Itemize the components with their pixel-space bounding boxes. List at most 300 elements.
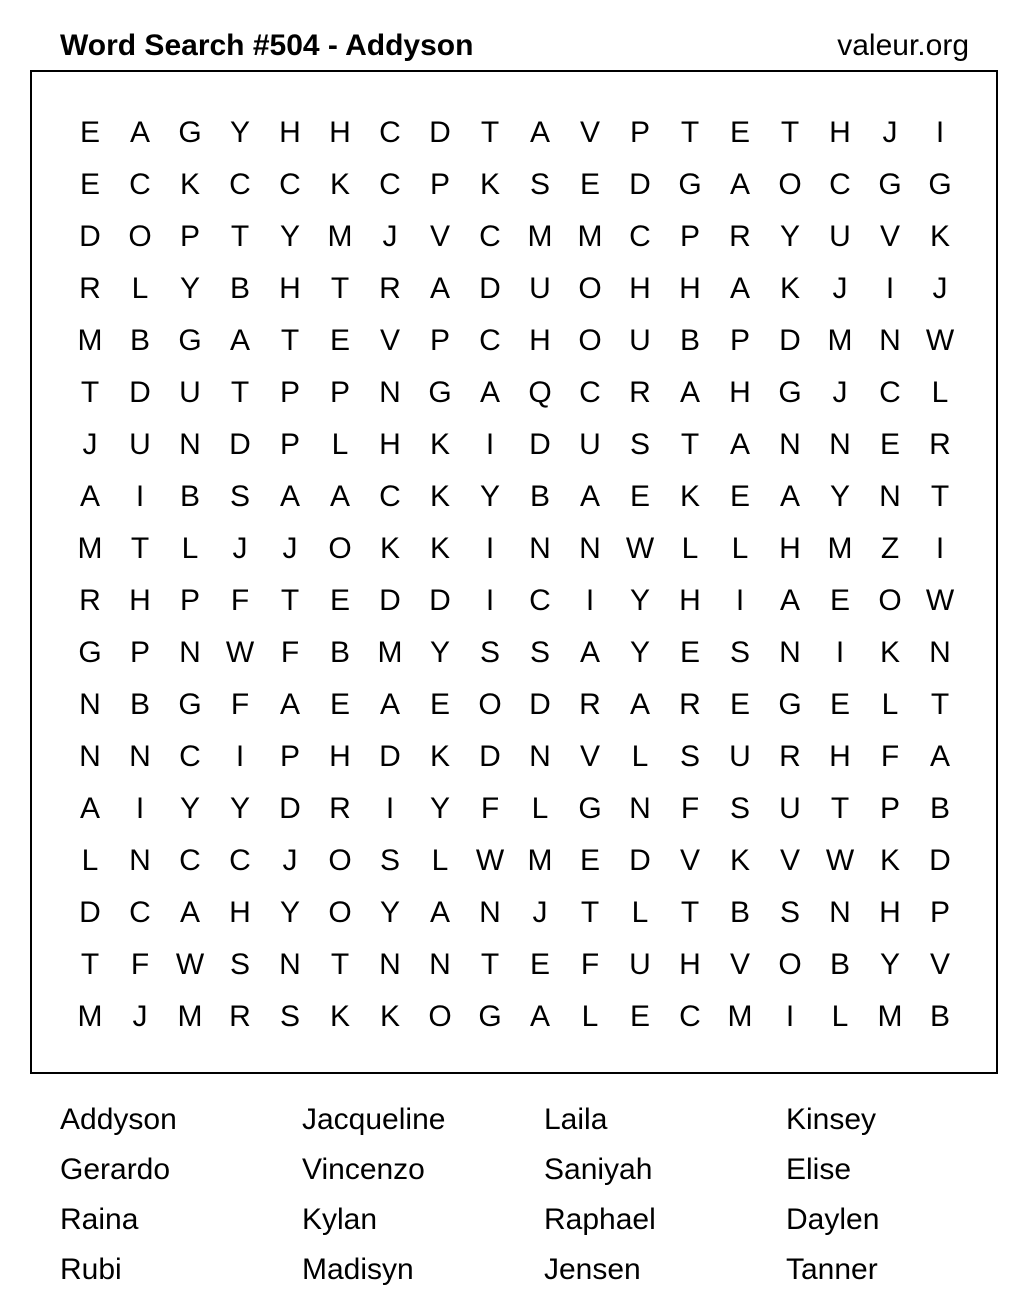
letter-cell[interactable]: L: [131, 272, 149, 305]
letter-cell[interactable]: T: [80, 376, 100, 409]
letter-cell[interactable]: A: [279, 688, 300, 721]
letter-cell[interactable]: H: [229, 896, 251, 929]
letter-cell[interactable]: P: [279, 740, 300, 773]
letter-cell[interactable]: A: [779, 584, 800, 617]
letter-cell[interactable]: T: [230, 220, 250, 253]
letter-cell[interactable]: N: [429, 948, 451, 981]
letter-cell[interactable]: E: [679, 636, 700, 669]
letter-cell[interactable]: R: [329, 792, 351, 825]
letter-cell[interactable]: C: [379, 480, 401, 513]
letter-cell[interactable]: K: [179, 168, 200, 201]
letter-cell[interactable]: J: [132, 1000, 148, 1033]
letter-cell[interactable]: M: [577, 220, 603, 253]
letter-cell[interactable]: H: [729, 376, 751, 409]
letter-cell[interactable]: M: [77, 532, 103, 565]
letter-cell[interactable]: G: [78, 636, 102, 669]
letter-cell[interactable]: I: [735, 584, 745, 617]
letter-cell[interactable]: A: [479, 376, 500, 409]
letter-cell[interactable]: I: [785, 1000, 795, 1033]
letter-cell[interactable]: J: [932, 272, 948, 305]
letter-cell[interactable]: T: [930, 688, 950, 721]
letter-cell[interactable]: S: [779, 896, 800, 929]
letter-cell[interactable]: J: [82, 428, 98, 461]
letter-cell[interactable]: R: [79, 272, 101, 305]
letter-cell[interactable]: K: [429, 532, 450, 565]
letter-cell[interactable]: L: [731, 532, 749, 565]
letter-cell[interactable]: N: [479, 896, 501, 929]
letter-cell[interactable]: J: [532, 896, 548, 929]
letter-cell[interactable]: K: [429, 740, 450, 773]
letter-cell[interactable]: C: [179, 844, 201, 877]
letter-cell[interactable]: T: [80, 948, 100, 981]
letter-cell[interactable]: Y: [429, 792, 450, 825]
letter-cell[interactable]: D: [429, 584, 451, 617]
letter-cell[interactable]: K: [379, 1000, 400, 1033]
letter-cell[interactable]: E: [729, 480, 750, 513]
letter-cell[interactable]: M: [527, 220, 553, 253]
letter-cell[interactable]: E: [579, 844, 600, 877]
letter-cell[interactable]: F: [680, 792, 700, 825]
letter-cell[interactable]: L: [431, 844, 449, 877]
letter-cell[interactable]: S: [379, 844, 400, 877]
letter-cell[interactable]: U: [179, 376, 201, 409]
letter-cell[interactable]: E: [729, 688, 750, 721]
letter-cell[interactable]: Y: [429, 636, 450, 669]
letter-cell[interactable]: Y: [179, 272, 200, 305]
letter-cell[interactable]: A: [729, 168, 750, 201]
letter-cell[interactable]: O: [128, 220, 152, 253]
letter-cell[interactable]: V: [729, 948, 750, 981]
letter-cell[interactable]: H: [679, 584, 701, 617]
letter-cell[interactable]: O: [778, 168, 802, 201]
letter-cell[interactable]: T: [680, 428, 700, 461]
letter-cell[interactable]: V: [379, 324, 400, 357]
letter-cell[interactable]: P: [279, 428, 300, 461]
letter-cell[interactable]: I: [235, 740, 245, 773]
letter-cell[interactable]: E: [829, 688, 850, 721]
letter-cell[interactable]: C: [379, 116, 401, 149]
letter-cell[interactable]: H: [279, 272, 301, 305]
letter-cell[interactable]: H: [779, 532, 801, 565]
letter-cell[interactable]: N: [529, 740, 551, 773]
letter-cell[interactable]: Y: [279, 220, 300, 253]
letter-cell[interactable]: D: [429, 116, 451, 149]
letter-cell[interactable]: C: [229, 168, 251, 201]
letter-cell[interactable]: A: [579, 636, 600, 669]
letter-cell[interactable]: U: [629, 948, 651, 981]
letter-cell[interactable]: U: [579, 428, 601, 461]
letter-cell[interactable]: Y: [279, 896, 300, 929]
letter-cell[interactable]: Y: [179, 792, 200, 825]
letter-cell[interactable]: S: [479, 636, 500, 669]
letter-cell[interactable]: R: [729, 220, 751, 253]
letter-cell[interactable]: H: [679, 272, 701, 305]
letter-cell[interactable]: T: [580, 896, 600, 929]
letter-cell[interactable]: Y: [629, 636, 650, 669]
letter-cell[interactable]: M: [827, 324, 853, 357]
letter-cell[interactable]: D: [629, 844, 651, 877]
letter-cell[interactable]: C: [129, 168, 151, 201]
letter-cell[interactable]: T: [130, 532, 150, 565]
letter-cell[interactable]: P: [179, 220, 200, 253]
letter-cell[interactable]: B: [929, 792, 950, 825]
letter-cell[interactable]: E: [829, 584, 850, 617]
letter-cell[interactable]: F: [230, 584, 250, 617]
letter-cell[interactable]: A: [179, 896, 200, 929]
letter-cell[interactable]: C: [129, 896, 151, 929]
letter-cell[interactable]: B: [329, 636, 350, 669]
letter-cell[interactable]: T: [830, 792, 850, 825]
letter-cell[interactable]: Y: [829, 480, 850, 513]
letter-cell[interactable]: W: [625, 532, 655, 565]
letter-cell[interactable]: Z: [880, 532, 900, 565]
letter-cell[interactable]: O: [428, 1000, 452, 1033]
letter-cell[interactable]: P: [329, 376, 350, 409]
letter-cell[interactable]: N: [179, 636, 201, 669]
letter-cell[interactable]: S: [229, 948, 250, 981]
letter-cell[interactable]: W: [825, 844, 855, 877]
letter-cell[interactable]: D: [529, 688, 551, 721]
letter-cell[interactable]: T: [680, 116, 700, 149]
letter-cell[interactable]: I: [835, 636, 845, 669]
letter-cell[interactable]: U: [829, 220, 851, 253]
letter-cell[interactable]: O: [328, 896, 352, 929]
letter-cell[interactable]: O: [778, 948, 802, 981]
letter-cell[interactable]: H: [829, 116, 851, 149]
letter-cell[interactable]: O: [328, 532, 352, 565]
letter-cell[interactable]: A: [279, 480, 300, 513]
letter-cell[interactable]: T: [330, 272, 350, 305]
letter-cell[interactable]: J: [832, 376, 848, 409]
letter-cell[interactable]: E: [729, 116, 750, 149]
letter-cell[interactable]: J: [882, 116, 898, 149]
letter-cell[interactable]: M: [77, 324, 103, 357]
letter-cell[interactable]: Y: [229, 792, 250, 825]
letter-cell[interactable]: K: [929, 220, 950, 253]
letter-cell[interactable]: F: [580, 948, 600, 981]
letter-cell[interactable]: I: [135, 792, 145, 825]
letter-cell[interactable]: C: [279, 168, 301, 201]
letter-cell[interactable]: E: [879, 428, 900, 461]
letter-cell[interactable]: D: [379, 740, 401, 773]
letter-cell[interactable]: V: [579, 740, 600, 773]
letter-cell[interactable]: S: [729, 792, 750, 825]
letter-cell[interactable]: G: [778, 376, 802, 409]
letter-cell[interactable]: N: [829, 428, 851, 461]
letter-cell[interactable]: Y: [379, 896, 400, 929]
letter-cell[interactable]: A: [529, 1000, 550, 1033]
letter-cell[interactable]: A: [229, 324, 250, 357]
letter-cell[interactable]: T: [780, 116, 800, 149]
letter-cell[interactable]: R: [629, 376, 651, 409]
letter-cell[interactable]: H: [829, 740, 851, 773]
letter-cell[interactable]: L: [831, 1000, 849, 1033]
letter-cell[interactable]: S: [279, 1000, 300, 1033]
letter-cell[interactable]: W: [475, 844, 505, 877]
letter-cell[interactable]: L: [681, 532, 699, 565]
letter-cell[interactable]: N: [579, 532, 601, 565]
letter-cell[interactable]: A: [429, 272, 450, 305]
letter-cell[interactable]: M: [327, 220, 353, 253]
letter-cell[interactable]: P: [179, 584, 200, 617]
letter-cell[interactable]: G: [678, 168, 702, 201]
letter-cell[interactable]: A: [129, 116, 150, 149]
letter-cell[interactable]: C: [629, 220, 651, 253]
letter-cell[interactable]: G: [178, 324, 202, 357]
letter-cell[interactable]: D: [479, 272, 501, 305]
letter-cell[interactable]: N: [379, 948, 401, 981]
letter-cell[interactable]: I: [585, 584, 595, 617]
letter-cell[interactable]: T: [930, 480, 950, 513]
letter-cell[interactable]: O: [578, 324, 602, 357]
letter-cell[interactable]: B: [729, 896, 750, 929]
letter-cell[interactable]: J: [832, 272, 848, 305]
letter-cell[interactable]: H: [379, 428, 401, 461]
letter-cell[interactable]: N: [529, 532, 551, 565]
letter-cell[interactable]: A: [79, 480, 100, 513]
letter-cell[interactable]: G: [178, 116, 202, 149]
letter-cell[interactable]: G: [178, 688, 202, 721]
letter-cell[interactable]: J: [382, 220, 398, 253]
letter-cell[interactable]: A: [79, 792, 100, 825]
letter-cell[interactable]: N: [79, 740, 101, 773]
letter-cell[interactable]: H: [529, 324, 551, 357]
letter-cell[interactable]: K: [379, 532, 400, 565]
letter-cell[interactable]: H: [629, 272, 651, 305]
letter-cell[interactable]: A: [329, 480, 350, 513]
letter-cell[interactable]: C: [579, 376, 601, 409]
letter-cell[interactable]: R: [679, 688, 701, 721]
letter-cell[interactable]: Y: [879, 948, 900, 981]
letter-cell[interactable]: E: [329, 584, 350, 617]
letter-cell[interactable]: L: [81, 844, 99, 877]
letter-cell[interactable]: M: [77, 1000, 103, 1033]
letter-cell[interactable]: D: [279, 792, 301, 825]
letter-cell[interactable]: H: [129, 584, 151, 617]
letter-cell[interactable]: I: [485, 532, 495, 565]
letter-cell[interactable]: S: [679, 740, 700, 773]
letter-cell[interactable]: F: [880, 740, 900, 773]
letter-cell[interactable]: B: [929, 1000, 950, 1033]
letter-cell[interactable]: L: [531, 792, 549, 825]
letter-cell[interactable]: T: [480, 948, 500, 981]
letter-cell[interactable]: A: [579, 480, 600, 513]
letter-cell[interactable]: K: [329, 1000, 350, 1033]
letter-cell[interactable]: N: [829, 896, 851, 929]
letter-cell[interactable]: E: [329, 324, 350, 357]
letter-cell[interactable]: A: [629, 688, 650, 721]
letter-cell[interactable]: A: [729, 428, 750, 461]
letter-cell[interactable]: N: [929, 636, 951, 669]
letter-cell[interactable]: I: [885, 272, 895, 305]
letter-cell[interactable]: J: [232, 532, 248, 565]
letter-cell[interactable]: D: [929, 844, 951, 877]
letter-cell[interactable]: K: [429, 428, 450, 461]
letter-cell[interactable]: V: [679, 844, 700, 877]
letter-cell[interactable]: N: [279, 948, 301, 981]
letter-cell[interactable]: C: [379, 168, 401, 201]
letter-cell[interactable]: D: [79, 220, 101, 253]
letter-cell[interactable]: D: [779, 324, 801, 357]
letter-cell[interactable]: F: [280, 636, 300, 669]
letter-cell[interactable]: M: [527, 844, 553, 877]
letter-cell[interactable]: B: [229, 272, 250, 305]
letter-cell[interactable]: M: [727, 1000, 753, 1033]
letter-cell[interactable]: M: [827, 532, 853, 565]
letter-cell[interactable]: H: [279, 116, 301, 149]
letter-cell[interactable]: L: [881, 688, 899, 721]
letter-cell[interactable]: T: [280, 324, 300, 357]
letter-cell[interactable]: L: [581, 1000, 599, 1033]
letter-cell[interactable]: N: [879, 480, 901, 513]
letter-cell[interactable]: B: [129, 324, 150, 357]
letter-cell[interactable]: W: [225, 636, 255, 669]
letter-cell[interactable]: K: [879, 844, 900, 877]
letter-cell[interactable]: A: [679, 376, 700, 409]
letter-cell[interactable]: S: [529, 168, 550, 201]
letter-cell[interactable]: L: [631, 740, 649, 773]
letter-cell[interactable]: B: [529, 480, 550, 513]
letter-cell[interactable]: R: [929, 428, 951, 461]
letter-cell[interactable]: K: [729, 844, 750, 877]
letter-cell[interactable]: L: [181, 532, 199, 565]
letter-cell[interactable]: P: [429, 168, 450, 201]
letter-cell[interactable]: A: [429, 896, 450, 929]
letter-cell[interactable]: E: [79, 168, 100, 201]
letter-cell[interactable]: C: [479, 220, 501, 253]
letter-cell[interactable]: I: [935, 532, 945, 565]
letter-cell[interactable]: R: [579, 688, 601, 721]
letter-cell[interactable]: Y: [229, 116, 250, 149]
letter-cell[interactable]: S: [629, 428, 650, 461]
letter-cell[interactable]: N: [779, 636, 801, 669]
letter-cell[interactable]: B: [679, 324, 700, 357]
letter-cell[interactable]: C: [179, 740, 201, 773]
letter-cell[interactable]: R: [229, 1000, 251, 1033]
letter-cell[interactable]: A: [529, 116, 550, 149]
letter-cell[interactable]: S: [529, 636, 550, 669]
letter-cell[interactable]: P: [729, 324, 750, 357]
letter-cell[interactable]: O: [478, 688, 502, 721]
letter-cell[interactable]: I: [385, 792, 395, 825]
letter-cell[interactable]: B: [129, 688, 150, 721]
letter-cell[interactable]: D: [379, 584, 401, 617]
letter-cell[interactable]: D: [129, 376, 151, 409]
letter-cell[interactable]: U: [779, 792, 801, 825]
letter-cell[interactable]: R: [79, 584, 101, 617]
letter-cell[interactable]: H: [329, 740, 351, 773]
letter-cell[interactable]: V: [429, 220, 450, 253]
letter-cell[interactable]: P: [279, 376, 300, 409]
letter-cell[interactable]: H: [879, 896, 901, 929]
letter-cell[interactable]: K: [779, 272, 800, 305]
letter-cell[interactable]: Q: [528, 376, 552, 409]
letter-cell[interactable]: N: [629, 792, 651, 825]
letter-cell[interactable]: U: [629, 324, 651, 357]
letter-cell[interactable]: I: [935, 116, 945, 149]
letter-cell[interactable]: D: [229, 428, 251, 461]
letter-cell[interactable]: O: [878, 584, 902, 617]
letter-cell[interactable]: M: [377, 636, 403, 669]
letter-cell[interactable]: U: [529, 272, 551, 305]
letter-cell[interactable]: I: [485, 428, 495, 461]
letter-cell[interactable]: E: [579, 168, 600, 201]
letter-cell[interactable]: W: [175, 948, 205, 981]
letter-cell[interactable]: Y: [629, 584, 650, 617]
letter-cell[interactable]: C: [679, 1000, 701, 1033]
letter-cell[interactable]: V: [779, 844, 800, 877]
letter-cell[interactable]: N: [79, 688, 101, 721]
letter-cell[interactable]: T: [330, 948, 350, 981]
letter-cell[interactable]: S: [729, 636, 750, 669]
letter-cell[interactable]: J: [282, 844, 298, 877]
letter-cell[interactable]: G: [578, 792, 602, 825]
letter-cell[interactable]: N: [779, 428, 801, 461]
letter-cell[interactable]: V: [879, 220, 900, 253]
letter-cell[interactable]: E: [429, 688, 450, 721]
letter-cell[interactable]: F: [480, 792, 500, 825]
letter-cell[interactable]: Y: [479, 480, 500, 513]
letter-cell[interactable]: G: [778, 688, 802, 721]
letter-cell[interactable]: D: [529, 428, 551, 461]
letter-cell[interactable]: P: [629, 116, 650, 149]
letter-cell[interactable]: C: [529, 584, 551, 617]
letter-cell[interactable]: P: [679, 220, 700, 253]
letter-cell[interactable]: C: [229, 844, 251, 877]
letter-cell[interactable]: G: [928, 168, 952, 201]
letter-cell[interactable]: T: [280, 584, 300, 617]
letter-cell[interactable]: L: [931, 376, 949, 409]
letter-cell[interactable]: R: [779, 740, 801, 773]
letter-cell[interactable]: N: [379, 376, 401, 409]
letter-cell[interactable]: S: [229, 480, 250, 513]
letter-cell[interactable]: A: [729, 272, 750, 305]
letter-cell[interactable]: N: [129, 740, 151, 773]
letter-cell[interactable]: O: [328, 844, 352, 877]
letter-cell[interactable]: P: [129, 636, 150, 669]
letter-cell[interactable]: F: [130, 948, 150, 981]
letter-cell[interactable]: C: [479, 324, 501, 357]
letter-cell[interactable]: L: [631, 896, 649, 929]
letter-cell[interactable]: Y: [779, 220, 800, 253]
letter-cell[interactable]: H: [679, 948, 701, 981]
letter-cell[interactable]: N: [179, 428, 201, 461]
letter-cell[interactable]: K: [429, 480, 450, 513]
letter-cell[interactable]: U: [129, 428, 151, 461]
letter-cell[interactable]: V: [579, 116, 600, 149]
letter-cell[interactable]: G: [478, 1000, 502, 1033]
letter-cell[interactable]: D: [479, 740, 501, 773]
letter-cell[interactable]: C: [879, 376, 901, 409]
letter-cell[interactable]: L: [331, 428, 349, 461]
letter-cell[interactable]: P: [929, 896, 950, 929]
letter-cell[interactable]: N: [879, 324, 901, 357]
letter-cell[interactable]: E: [529, 948, 550, 981]
letter-cell[interactable]: I: [485, 584, 495, 617]
letter-cell[interactable]: U: [729, 740, 751, 773]
letter-cell[interactable]: W: [925, 584, 955, 617]
letter-cell[interactable]: K: [479, 168, 500, 201]
letter-cell[interactable]: I: [135, 480, 145, 513]
letter-cell[interactable]: E: [329, 688, 350, 721]
letter-cell[interactable]: T: [480, 116, 500, 149]
letter-cell[interactable]: E: [79, 116, 100, 149]
letter-cell[interactable]: D: [79, 896, 101, 929]
letter-cell[interactable]: G: [428, 376, 452, 409]
letter-cell[interactable]: M: [877, 1000, 903, 1033]
letter-cell[interactable]: J: [282, 532, 298, 565]
letter-cell[interactable]: K: [879, 636, 900, 669]
